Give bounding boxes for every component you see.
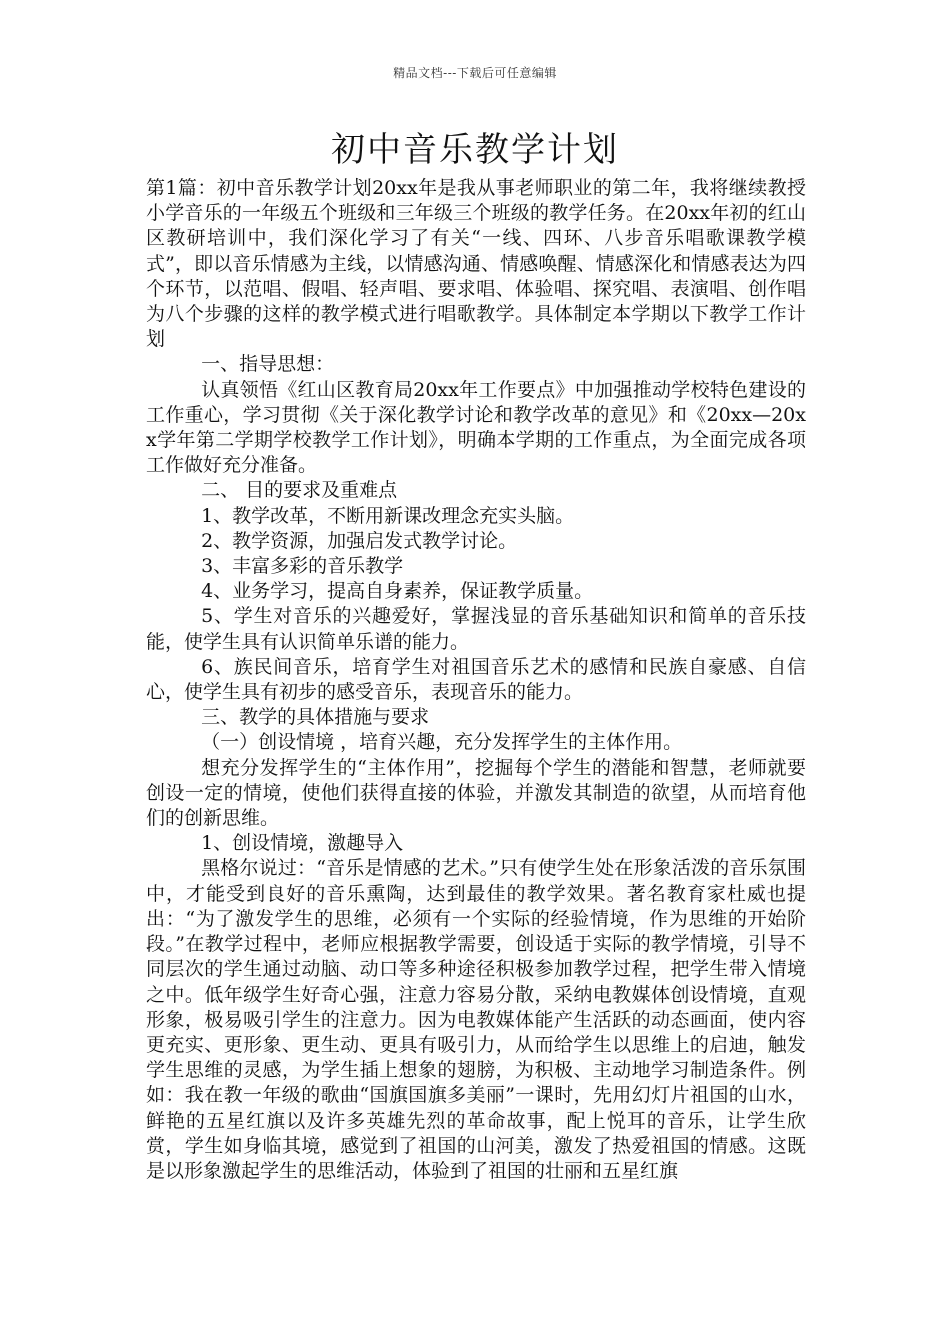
document-body bbox=[146, 176, 806, 1184]
section-heading: 三、教学的具体措施与要求 bbox=[201, 706, 430, 729]
header-note: 精品文档---下载后可任意编辑 bbox=[393, 66, 557, 80]
section-heading: 二、 目的要求及重难点 bbox=[201, 479, 398, 502]
list-item: 1、教学改革，不断用新课改理念充实头脑。 bbox=[201, 504, 575, 527]
paragraph: 黑格尔说过：“音乐是情感的艺术。”只有使学生处在形象活泼的音乐氛围中，才能受到良好的音乐熏陶，达到最佳的教学效果。著名教育家杜威也提出：“为了激发学生的思维，必须有一个实际的经验情境，作为思维的开始阶段。”在教学过程中，老师应根据教学需要，创设适于实际的教学情境，引导不同层次的学生通过动脑、动口等多种途径积极参加教学过程，把学生带入情境之中。低年级学生好奇心强，注意力容易分散，采纳电教媒体创设情境，直观形象，极易吸引学生的注意力。因为电教媒体能产生活跃的动态画面，使内容更充实、更形象、更生动、更具有吸引力，从而给学生以思维上的启迪，触发学生思维的灵感，为学生插上想象的翅膀，为积极、主动地学习制造条件。例如：我在教一年级的歌曲“国旗国旗多美丽”一课时，先用幻灯片祖国的山水，鲜艳的五星红旗以及许多英雄先烈的革命故事，配上悦耳的音乐，让学生欣赏，学生如身临其境，感觉到了祖国的山河美，激发了热爱祖国的情感。这既是以形象激起学生的思维活动，体验到了祖国的壮丽和五星红旗 bbox=[146, 857, 806, 1182]
subsection-heading: 1、创设情境，激趣导入 bbox=[201, 832, 404, 855]
list-item: 5、学生对音乐的兴趣爱好，掌握浅显的音乐基础知识和简单的音乐技能，使学生具有认识简单乐谱的能力。 bbox=[146, 605, 806, 653]
paragraph: 认真领悟《红山区教育局20xx年工作要点》中加强推动学校特色建设的工作重心，学习贯彻《关于深化教学讨论和教学改革的意见》和《20xx—20xx学年第二学期学校教学工作计划》，明确本学期的工作重点，为全面完成各项工作做好充分准备。 bbox=[146, 378, 806, 477]
section-heading: 一、指导思想： bbox=[201, 353, 335, 376]
list-item: 3、丰富多彩的音乐教学 bbox=[201, 555, 404, 578]
paragraph: 想充分发挥学生的“主体作用”，挖掘每个学生的潜能和智慧，老师就要创设一定的情境，使他们获得直接的体验，并激发其制造的欲望，从而培育他们的创新思维。 bbox=[146, 756, 806, 830]
document-title: 初中音乐教学计划 bbox=[331, 130, 619, 170]
list-item: 4、业务学习，提高自身素养，保证教学质量。 bbox=[201, 580, 594, 603]
list-item: 2、教学资源，加强启发式教学讨论。 bbox=[201, 529, 518, 552]
paragraph: 第1篇：初中音乐教学计划20xx年是我从事老师职业的第二年，我将继续教授小学音乐的一年级五个班级和三年级三个班级的教学任务。在20xx年初的红山区教研培训中，我们深化学习了有关“一线、四环、八步音乐唱歌课教学模式”，即以音乐情感为主线，以情感沟通、情感唤醒、情感深化和情感表达为四个环节，以范唱、假唱、轻声唱、要求唱、体验唱、探究唱、表演唱、创作唱为八个步骤的这样的教学模式进行唱歌教学。具体制定本学期以下教学工作计划 bbox=[146, 177, 806, 351]
list-item: 6、族民间音乐，培育学生对祖国音乐艺术的感情和民族自豪感、自信心，使学生具有初步的感受音乐，表现音乐的能力。 bbox=[146, 655, 806, 704]
subsection-heading: （一）创设情境 ，培育兴趣，充分发挥学生的主体作用。 bbox=[201, 731, 683, 754]
